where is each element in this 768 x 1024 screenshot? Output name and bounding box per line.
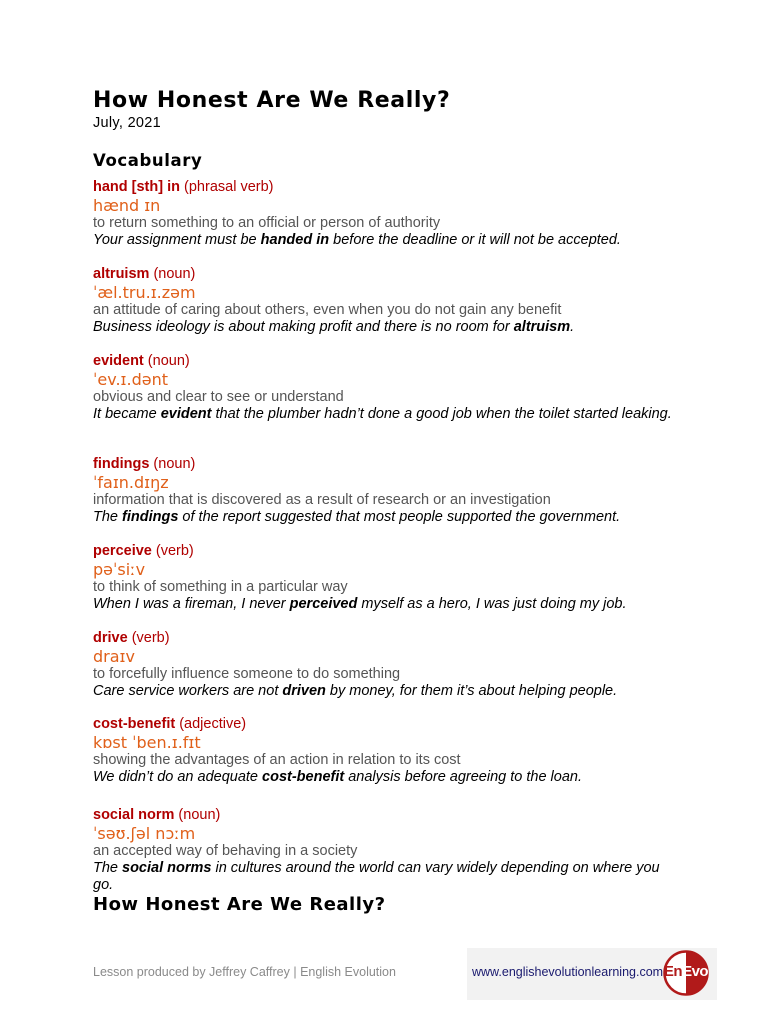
example-highlight: social norms <box>122 860 212 876</box>
pronunciation: ˈæl.tru.ɪ.zəm <box>93 283 196 302</box>
example-highlight: altruism <box>513 319 571 335</box>
definition: an attitude of caring about others, even when you do not gain any benefit <box>93 302 562 318</box>
definition: obvious and clear to see or understand <box>93 389 344 405</box>
example-sentence: When I was a fireman, I never perceived myself as a hero, I was just doing my job. <box>93 596 627 612</box>
repeat-title: How Honest Are We Really? <box>93 894 386 915</box>
example-sentence: The findings of the report suggested that most people supported the government. <box>93 509 621 525</box>
pronunciation: ˈsəʊ.ʃəl nɔːm <box>93 824 196 843</box>
example-sentence: Business ideology is about making profit and there is no room for altruism. <box>93 319 575 335</box>
vocab-term: social norm <box>93 807 175 823</box>
vocab-term: hand [sth] in <box>93 179 180 195</box>
vocab-term: evident <box>93 353 144 369</box>
logo-evo-text: Evo <box>682 963 709 980</box>
vocab-term: cost-benefit <box>93 716 176 732</box>
definition: information that is discovered as a result of research or an investigation <box>93 492 551 508</box>
part-of-speech: (noun) <box>147 353 190 369</box>
example-highlight: handed in <box>260 232 330 248</box>
part-of-speech: (phrasal verb) <box>184 179 274 195</box>
vocab-entry <box>93 353 683 423</box>
pronunciation: hænd ɪn <box>93 196 161 215</box>
vocab-entry <box>93 807 683 894</box>
pronunciation: pəˈsiːv <box>93 560 146 579</box>
example-sentence: We didn’t do an adequate cost-benefit analysis before agreeing to the loan. <box>93 769 583 785</box>
pronunciation: ˈev.ɪ.dənt <box>93 370 168 389</box>
example-sentence: It became evident that the plumber hadn’t done a good job when the toilet started leaking. <box>93 406 672 422</box>
vocab-entry <box>93 543 683 613</box>
part-of-speech: (noun) <box>178 807 221 823</box>
footer-url[interactable]: www.englishevolutionlearning.com <box>472 965 664 979</box>
english-evolution-logo-icon <box>663 950 709 996</box>
footer-brand <box>467 948 717 1000</box>
part-of-speech: (adjective) <box>179 716 247 732</box>
vocab-term: findings <box>93 456 150 472</box>
part-of-speech: (verb) <box>155 543 194 559</box>
part-of-speech: (verb) <box>131 630 170 646</box>
definition: to return something to an official or person of authority <box>93 215 441 231</box>
vocab-entry <box>93 630 683 700</box>
vocab-entry <box>93 456 683 526</box>
example-highlight: cost-benefit <box>262 769 345 785</box>
pronunciation: ˈfaɪn.dɪŋz <box>93 473 169 492</box>
vocab-entry <box>93 179 683 249</box>
vocab-entry <box>93 716 683 786</box>
definition: an accepted way of behaving in a society <box>93 843 358 859</box>
pronunciation: kɒst ˈben.ɪ.fɪt <box>93 733 201 752</box>
example-sentence: Your assignment must be handed in before the deadline or it will not be accepted. <box>93 232 621 248</box>
example-highlight: driven <box>282 683 326 699</box>
vocab-term: altruism <box>93 266 150 282</box>
pronunciation: draɪv <box>93 647 135 666</box>
logo-en-text: En <box>663 963 683 980</box>
page-title: How Honest Are We Really? <box>93 88 451 113</box>
example-highlight: evident <box>160 406 212 422</box>
vocab-term: drive <box>93 630 128 646</box>
example-highlight: perceived <box>289 596 358 612</box>
example-sentence: Care service workers are not driven by money, for them it’s about helping people. <box>93 683 618 699</box>
example-sentence: The social norms in cultures around the world can vary widely depending on where you go. <box>93 860 660 893</box>
section-heading: Vocabulary <box>93 151 203 170</box>
footer-credit: Lesson produced by Jeffrey Caffrey | English Evolution <box>93 965 396 979</box>
part-of-speech: (noun) <box>153 456 196 472</box>
vocab-entry <box>93 266 683 336</box>
definition: showing the advantages of an action in relation to its cost <box>93 752 461 768</box>
example-highlight: findings <box>122 509 179 525</box>
vocab-term: perceive <box>93 543 152 559</box>
part-of-speech: (noun) <box>153 266 196 282</box>
page-date: July, 2021 <box>93 115 162 131</box>
definition: to forcefully influence someone to do something <box>93 666 401 682</box>
definition: to think of something in a particular way <box>93 579 348 595</box>
